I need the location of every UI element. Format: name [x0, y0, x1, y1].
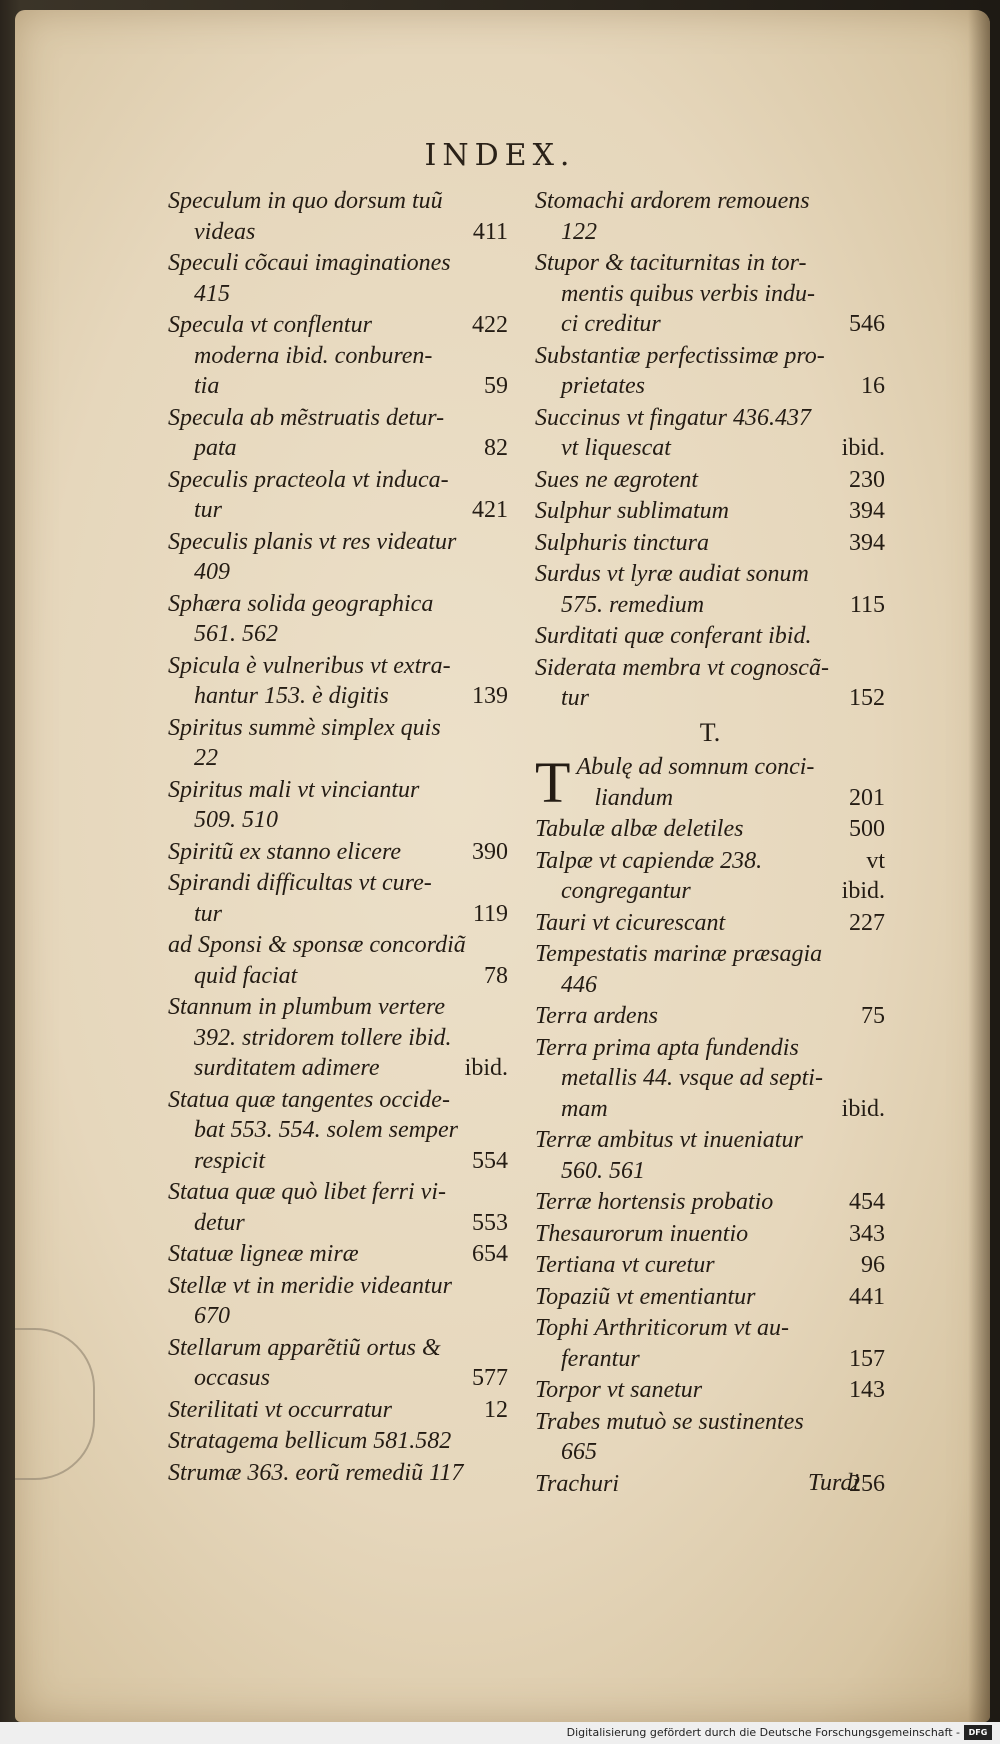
- index-entry: [535, 1250, 885, 1281]
- index-entry: [168, 465, 508, 526]
- entry-text: Specula vt conflentur: [168, 312, 372, 338]
- entry-text: 561. 562: [194, 621, 278, 647]
- entry-text: Sulphur sublimatum: [535, 498, 730, 524]
- index-entry: [168, 589, 508, 650]
- page-reference: vt: [866, 847, 885, 874]
- index-entry-line: [535, 1001, 885, 1032]
- entry-text: Stomachi ardorem remouens: [535, 188, 810, 214]
- index-entry-line: [168, 837, 508, 868]
- entry-text: mam: [561, 1095, 608, 1122]
- index-entry-line: [168, 868, 508, 899]
- index-entry-line: [535, 465, 885, 496]
- entry-text: 392. stridorem tollere ibid.: [194, 1024, 452, 1051]
- entry-text: Tempestatis marinæ præsagia: [535, 941, 823, 967]
- index-entry: [535, 814, 885, 845]
- index-entry-line: [535, 1437, 885, 1468]
- index-entry-line: [168, 930, 508, 961]
- entry-text: Stratagema bellicum 581.582: [168, 1428, 452, 1454]
- page-reference: 546: [849, 311, 885, 337]
- page-reference: 201: [849, 784, 885, 811]
- index-entry-line: [168, 775, 508, 806]
- index-column-left: [168, 186, 508, 1489]
- index-entry-line: [168, 1363, 508, 1394]
- index-entry-line: [535, 1344, 885, 1375]
- page-reference: ibid.: [841, 435, 885, 461]
- index-entry: [168, 1458, 508, 1489]
- index-entry-line: [168, 465, 508, 496]
- entry-text: Spicula è vulneribus vt extra-: [168, 652, 451, 679]
- index-entry: [535, 939, 885, 1000]
- entry-text: Specula ab mẽstruatis detur-: [168, 404, 445, 431]
- page-reference: ibid.: [841, 1095, 885, 1122]
- page-reference: 343: [849, 1220, 885, 1247]
- entry-text: Siderata membra vt cognoscã-: [535, 654, 829, 681]
- catchword: Turdi: [808, 1470, 860, 1496]
- page-reference: 75: [861, 1003, 885, 1029]
- index-entry-line: [535, 1282, 885, 1313]
- index-entry: [535, 465, 885, 496]
- index-entry: [168, 868, 508, 929]
- entry-text: Terræ hortensis probatio: [535, 1189, 774, 1215]
- index-entry-line: [535, 186, 885, 217]
- entry-text: ferantur: [561, 1345, 640, 1372]
- index-entry-line: [535, 403, 885, 434]
- page-reference: 554: [472, 1147, 508, 1174]
- page-reference: 577: [472, 1365, 508, 1391]
- entry-text: ad Sponsi & sponsæ concordiã: [168, 932, 466, 958]
- entry-text: Torpor vt sanetur: [535, 1377, 703, 1403]
- index-entry-line: [168, 1177, 508, 1208]
- index-entry-line: [168, 743, 508, 774]
- index-entry-line: [168, 248, 508, 279]
- page-reference: 441: [849, 1283, 885, 1310]
- index-entry-line: [576, 783, 885, 814]
- index-entry-line: [168, 433, 508, 464]
- index-entry: [168, 403, 508, 464]
- entry-text: detur: [194, 1209, 245, 1236]
- page-reference: 422: [472, 312, 508, 338]
- entry-text: Tertiana vt curetur: [535, 1252, 715, 1278]
- entry-text: 22: [194, 745, 218, 771]
- page-reference: 82: [484, 435, 508, 461]
- section-letter-heading: T.: [699, 717, 721, 747]
- page-reference: 78: [484, 962, 508, 989]
- entry-text: Succinus vt fingatur 436.437: [535, 404, 811, 431]
- index-entry-line: [535, 1187, 885, 1218]
- page-reference: 394: [849, 529, 885, 556]
- entry-text: Terra ardens: [535, 1003, 658, 1029]
- index-entry-line: [535, 371, 885, 402]
- index-entry: [168, 651, 508, 712]
- index-entry: [535, 528, 885, 559]
- index-entry: [535, 403, 885, 464]
- entry-text: 509. 510: [194, 807, 278, 833]
- index-entry-line: [535, 217, 885, 248]
- entry-text: Sphæra solida geographica: [168, 590, 434, 617]
- index-entry-line: [168, 1333, 508, 1364]
- index-entry-line: [168, 1208, 508, 1239]
- entry-text: ci creditur: [561, 311, 661, 337]
- entry-text: Spiritus mali vt vinciantur: [168, 776, 420, 803]
- index-entry-line: [576, 752, 885, 783]
- entry-text: Stupor & taciturnitas in tor-: [535, 250, 807, 276]
- page-reference: 12: [484, 1396, 508, 1423]
- index-entry: [168, 1395, 508, 1426]
- entry-text: Spirandi difficultas vt cure-: [168, 870, 432, 896]
- index-entry-line: [168, 589, 508, 620]
- entry-text: Terræ ambitus vt inueniatur: [535, 1127, 803, 1153]
- index-entry-line: [535, 1094, 885, 1125]
- entry-text: tia: [194, 373, 220, 399]
- page-reference: 390: [472, 838, 508, 865]
- index-entry-line: [168, 619, 508, 650]
- index-entry-line: [535, 433, 885, 464]
- index-entry-line: [535, 1156, 885, 1187]
- index-entry: [535, 908, 885, 939]
- page-reference: 230: [849, 466, 885, 493]
- entry-text: 670: [194, 1303, 230, 1329]
- index-entry-line: [168, 1426, 508, 1457]
- index-entry-line: [168, 1301, 508, 1332]
- index-entry-line: [168, 310, 508, 341]
- index-entry: [535, 248, 885, 340]
- index-entry: [168, 186, 508, 247]
- index-entry-line: [168, 1115, 508, 1146]
- index-entry-line: [535, 1125, 885, 1156]
- entry-text: Statua quæ tangentes occide-: [168, 1086, 450, 1113]
- index-entry-line: [168, 899, 508, 930]
- entry-text: Talpæ vt capiendæ 238.: [535, 847, 763, 874]
- index-entry-line: [168, 713, 508, 744]
- entry-text: occasus: [194, 1365, 270, 1391]
- index-entry: [535, 653, 885, 714]
- entry-text: hantur 153. è digitis: [194, 683, 389, 709]
- index-entry-line: [535, 1250, 885, 1281]
- index-entry-line: [168, 681, 508, 712]
- index-entry: [168, 1333, 508, 1394]
- dfg-logo: DFG: [964, 1725, 992, 1740]
- entry-text: Spiritũ ex stanno elicere: [168, 838, 402, 865]
- entry-text: Speculum in quo dorsum tuũ: [168, 188, 443, 214]
- entry-text: Surditati quæ conferant ibid.: [535, 623, 812, 649]
- index-entry: [535, 1125, 885, 1186]
- index-entry-line: [535, 621, 885, 652]
- index-entry-line: [168, 1085, 508, 1116]
- page-reference: 119: [472, 900, 508, 927]
- page-reference: 227: [849, 909, 885, 936]
- page-reference: 96: [861, 1252, 885, 1278]
- index-entry: [168, 1426, 508, 1457]
- entry-text: pata: [194, 435, 237, 461]
- entry-text: congregantur: [561, 878, 691, 904]
- entry-text: Statuæ ligneæ miræ: [168, 1241, 359, 1267]
- index-entry-line: [168, 961, 508, 992]
- entry-text: Tabulæ albæ deletiles: [535, 816, 744, 842]
- entry-text: quid faciat: [194, 962, 298, 989]
- index-entry: [535, 846, 885, 907]
- index-entry: [535, 621, 885, 652]
- entry-text: Spiritus summè simplex quis: [168, 714, 441, 741]
- entry-text: Thesaurorum inuentio: [535, 1220, 749, 1247]
- index-entry-line: [535, 876, 885, 907]
- page-reference: 421: [472, 497, 508, 523]
- entry-text: 560. 561: [561, 1157, 645, 1184]
- index-entry-line: [535, 341, 885, 372]
- index-entry: [535, 1187, 885, 1218]
- entry-text: vt liquescat: [561, 435, 671, 461]
- index-entry-line: [535, 1219, 885, 1250]
- index-entry: [168, 1085, 508, 1177]
- index-entry: [535, 1313, 885, 1374]
- index-entry-line: [535, 970, 885, 1001]
- index-entry-line: [535, 846, 885, 877]
- running-head: INDEX.: [424, 138, 576, 173]
- index-entry: [168, 1271, 508, 1332]
- index-entry-line: [535, 1033, 885, 1064]
- entry-text: Strumæ 363. eorũ remediũ 117: [168, 1459, 464, 1486]
- index-entry-line: [168, 1023, 508, 1054]
- index-entry-line: [168, 1395, 508, 1426]
- entry-text: Topaziũ vt ementiantur: [535, 1283, 756, 1310]
- entry-text: liandum: [594, 784, 674, 811]
- entry-text: Stannum in plumbum vertere: [168, 994, 446, 1020]
- index-entry-line: [168, 1458, 508, 1489]
- entry-text: Speculi cõcaui imaginationes: [168, 250, 451, 276]
- entry-text: Sulphuris tinctura: [535, 529, 710, 556]
- entry-text: Terra prima apta fundendis: [535, 1034, 799, 1061]
- entry-text: 446: [561, 971, 597, 998]
- entry-text: tur: [194, 497, 223, 523]
- index-entry: [535, 1219, 885, 1250]
- index-entry-line: [535, 528, 885, 559]
- page-reference: 16: [861, 373, 885, 399]
- entry-text: Stellæ vt in meridie videantur: [168, 1272, 452, 1299]
- index-entry-line: [535, 309, 885, 340]
- page-reference: 152: [849, 685, 885, 711]
- entry-text: Tophi Arthriticorum vt au-: [535, 1315, 790, 1341]
- index-entry-line: [168, 527, 508, 558]
- index-entry: [535, 1033, 885, 1125]
- index-entry-line: [168, 217, 508, 248]
- entry-text: 665: [561, 1439, 597, 1465]
- entry-text: respicit: [194, 1147, 266, 1174]
- entry-text: 409: [194, 559, 230, 585]
- index-entry: [535, 186, 885, 247]
- index-entry-line: [168, 495, 508, 526]
- index-entry: [168, 837, 508, 868]
- index-entry-line: [168, 992, 508, 1023]
- index-entry: [168, 527, 508, 588]
- index-entry-line: [535, 496, 885, 527]
- index-entry-line: [535, 683, 885, 714]
- index-entry-line: [535, 814, 885, 845]
- entry-text: mentis quibus verbis indu-: [561, 280, 815, 307]
- page-gutter-shadow: [968, 10, 990, 1722]
- page-reference: 654: [472, 1241, 508, 1267]
- index-entry-line: [168, 186, 508, 217]
- index-entry: [168, 310, 508, 402]
- digitization-credit: Digitalisierung gefördert durch die Deutsche Forschungsgemeinschaft -: [566, 1726, 960, 1739]
- entry-text: prietates: [561, 373, 645, 399]
- index-entry: [168, 1177, 508, 1238]
- entry-text: Speculis planis vt res videatur: [168, 528, 457, 555]
- index-entry: [168, 775, 508, 836]
- entry-text: tur: [561, 685, 590, 711]
- index-entry-line: [535, 590, 885, 621]
- clip-shadow: [15, 1328, 95, 1480]
- index-entry: [168, 713, 508, 774]
- entry-text: metallis 44. vsque ad septi-: [561, 1065, 823, 1091]
- page-reference: 157: [849, 1345, 885, 1372]
- index-entry-line: [168, 805, 508, 836]
- index-entry-line: [535, 1313, 885, 1344]
- index-column-right: [535, 186, 885, 1500]
- index-entry: [535, 1282, 885, 1313]
- page-reference: 59: [484, 373, 508, 399]
- index-entry: [535, 341, 885, 402]
- entry-text: 415: [194, 280, 230, 307]
- entry-text: Sterilitati vt occurratur: [168, 1396, 392, 1423]
- index-entry-line: [168, 651, 508, 682]
- index-entry: [535, 1375, 885, 1406]
- entry-text: Trachuri: [535, 1470, 620, 1497]
- entry-text: Statua quæ quò libet ferri vi-: [168, 1179, 446, 1205]
- page-reference: 553: [472, 1209, 508, 1236]
- page-reference: 256: [849, 1470, 885, 1497]
- page-reference: ibid.: [841, 878, 885, 904]
- entry-text: 575. remedium: [561, 591, 705, 618]
- entry-text: tur: [194, 900, 223, 927]
- index-entry-line: [535, 908, 885, 939]
- index-entry-line: [168, 1146, 508, 1177]
- entry-text: moderna ibid. conburen-: [194, 342, 433, 369]
- index-entry-line: [535, 559, 885, 590]
- index-entry-line: [535, 939, 885, 970]
- entry-text: Substantiæ perfectissimæ pro-: [535, 342, 825, 369]
- index-entry: [168, 248, 508, 309]
- dropcap-letter: T: [535, 750, 571, 815]
- page-reference: 500: [849, 816, 885, 842]
- entry-text: surditatem adimere: [194, 1055, 380, 1081]
- page-reference: 394: [849, 498, 885, 524]
- index-entry-line: [535, 1407, 885, 1438]
- entry-text: videas: [194, 218, 256, 245]
- entry-text: 122: [561, 218, 597, 245]
- entry-text: Abulę ad somnum conci-: [576, 754, 815, 780]
- index-entry: [535, 1001, 885, 1032]
- page-reference: 411: [472, 218, 508, 245]
- index-entry: [535, 559, 885, 620]
- index-entry-line: [535, 1375, 885, 1406]
- index-entry-line: [168, 1271, 508, 1302]
- index-entry-line: [535, 279, 885, 310]
- index-entry-line: [168, 557, 508, 588]
- index-entry-line: [168, 371, 508, 402]
- page-reference: ibid.: [464, 1055, 508, 1081]
- page-reference: 454: [849, 1189, 885, 1215]
- index-entry-line: [168, 341, 508, 372]
- entry-text: bat 553. 554. solem semper: [194, 1117, 458, 1143]
- entry-text: Trabes mutuò se sustinentes: [535, 1408, 804, 1435]
- entry-text: Surdus vt lyræ audiat sonum: [535, 561, 809, 587]
- index-entry-line: [535, 1063, 885, 1094]
- index-entry: [535, 496, 885, 527]
- index-entry-with-dropcap: [535, 752, 885, 813]
- index-entry-line: [168, 403, 508, 434]
- index-entry-line: [168, 1053, 508, 1084]
- index-entry-line: [535, 653, 885, 684]
- index-entry: [535, 1407, 885, 1468]
- entry-text: Speculis practeola vt induca-: [168, 466, 449, 493]
- entry-text: Tauri vt cicurescant: [535, 909, 726, 936]
- index-entry: [168, 992, 508, 1084]
- page-reference: 139: [472, 683, 508, 709]
- page-reference: 143: [849, 1377, 885, 1403]
- page-reference: 115: [849, 591, 885, 618]
- entry-text: Sues ne ægrotent: [535, 466, 699, 493]
- index-entry-line: [535, 248, 885, 279]
- index-entry: [168, 930, 508, 991]
- index-entry-line: [168, 279, 508, 310]
- index-entry: [168, 1239, 508, 1270]
- index-entry-line: [168, 1239, 508, 1270]
- entry-text: Stellarum apparẽtiũ ortus &: [168, 1334, 441, 1361]
